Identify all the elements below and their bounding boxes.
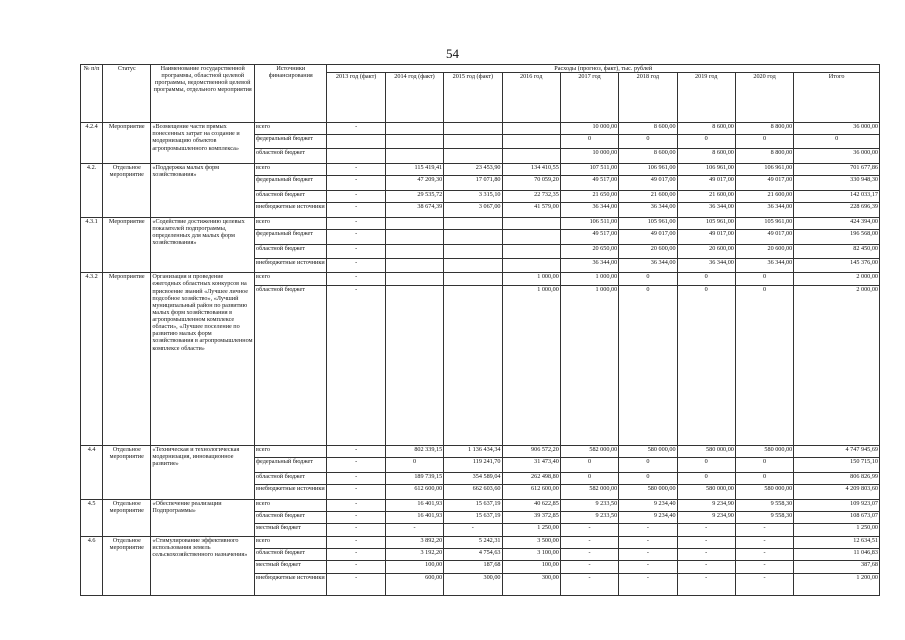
value-cell: 189 739,15 — [385, 472, 443, 484]
value-cell — [385, 148, 443, 163]
value-cell: 108 673,07 — [794, 512, 880, 524]
value-cell: 105 961,00 — [735, 217, 793, 229]
row-status: Отдельное мероприятие — [103, 499, 151, 536]
value-cell: 49 017,00 — [735, 176, 793, 191]
value-cell: 36 000,00 — [794, 148, 880, 163]
value-cell: 106 961,00 — [619, 163, 677, 175]
value-cell: 8 800,00 — [735, 148, 793, 163]
value-cell: - — [560, 524, 618, 536]
value-cell: 0 — [619, 273, 677, 285]
value-cell — [444, 244, 502, 258]
value-cell: 145 376,00 — [794, 258, 880, 273]
value-cell: - — [327, 190, 385, 202]
value-cell: - — [327, 176, 385, 191]
value-cell: 100,00 — [502, 561, 560, 573]
page-number: 54 — [446, 46, 459, 61]
header-year: 2020 год — [735, 73, 793, 123]
value-cell: 262 498,80 — [502, 472, 560, 484]
row-source: внебюджетные источники — [255, 203, 327, 218]
row-status: Отдельное мероприятие — [103, 536, 151, 595]
row-status: Отдельное мероприятие — [103, 163, 151, 217]
value-cell — [444, 273, 502, 285]
value-cell: 580 000,00 — [619, 445, 677, 457]
value-cell: 1 250,00 — [502, 524, 560, 536]
row-source: областной бюджет — [255, 472, 327, 484]
value-cell: 10 000,00 — [560, 148, 618, 163]
value-cell: 8 600,00 — [677, 148, 735, 163]
value-cell: 424 394,00 — [794, 217, 880, 229]
value-cell: - — [327, 203, 385, 218]
budget-table — [80, 64, 880, 596]
value-cell: 8 600,00 — [619, 123, 677, 135]
value-cell: - — [327, 273, 385, 285]
value-cell: 0 — [619, 135, 677, 149]
value-cell: 0 — [560, 457, 618, 472]
header-year: 2014 год (факт) — [385, 73, 443, 123]
row-name: Организация и проведение ежегодных областных конкурсов на присвоение званий «Лучшее личное подсобное хозяйство», «Лучший муниципальный район по развитию малых форм хозяйствования в агропромышленном комплексе области», «Лучшее поселение по развитию малых форм хозяйствования в агропромышленном комплексе области» — [151, 273, 255, 445]
value-cell: 49 017,00 — [619, 176, 677, 191]
value-cell: 21 600,00 — [735, 190, 793, 202]
value-cell: 21 600,00 — [677, 190, 735, 202]
value-cell: 36 344,00 — [735, 203, 793, 218]
row-source: областной бюджет — [255, 285, 327, 445]
value-cell — [385, 123, 443, 135]
row-source: федеральный бюджет — [255, 230, 327, 245]
value-cell: 9 558,30 — [735, 512, 793, 524]
value-cell: - — [327, 573, 385, 595]
value-cell: - — [327, 445, 385, 457]
header-total: Итого — [794, 73, 880, 123]
value-cell: 105 961,00 — [677, 217, 735, 229]
value-cell: 39 372,85 — [502, 512, 560, 524]
value-cell: - — [560, 536, 618, 548]
value-cell: - — [327, 536, 385, 548]
value-cell: 580 000,00 — [677, 445, 735, 457]
row-name: «Обеспечение реализации Подпрограммы» — [151, 499, 255, 536]
value-cell: 106 961,00 — [735, 163, 793, 175]
value-cell: 16 401,93 — [385, 499, 443, 511]
value-cell: 9 234,90 — [677, 499, 735, 511]
value-cell: 612 600,00 — [502, 485, 560, 500]
value-cell: 49 017,00 — [677, 176, 735, 191]
value-cell: 228 696,39 — [794, 203, 880, 218]
table-row — [81, 217, 880, 229]
row-source: всего — [255, 499, 327, 511]
value-cell: 3 192,20 — [385, 549, 443, 561]
value-cell: 49 517,00 — [560, 176, 618, 191]
value-cell: 106 961,00 — [677, 163, 735, 175]
value-cell: 9 233,50 — [560, 499, 618, 511]
value-cell: 300,00 — [444, 573, 502, 595]
value-cell: 82 450,00 — [794, 244, 880, 258]
row-number: 4.2.4 — [81, 123, 103, 164]
value-cell: - — [735, 573, 793, 595]
value-cell: 49 017,00 — [735, 230, 793, 245]
row-number: 4.3.2 — [81, 273, 103, 445]
value-cell: 20 600,00 — [677, 244, 735, 258]
value-cell: 582 000,00 — [560, 485, 618, 500]
value-cell: 49 517,00 — [560, 230, 618, 245]
value-cell: - — [327, 485, 385, 500]
value-cell: - — [677, 561, 735, 573]
value-cell: 806 826,99 — [794, 472, 880, 484]
table-row — [81, 163, 880, 175]
table-row — [81, 536, 880, 548]
header-status: Статус — [103, 65, 151, 123]
value-cell: - — [327, 123, 385, 135]
value-cell: - — [677, 549, 735, 561]
value-cell: 580 000,00 — [735, 445, 793, 457]
value-cell: 3 067,00 — [444, 203, 502, 218]
value-cell: 0 — [735, 472, 793, 484]
value-cell: - — [327, 258, 385, 273]
table-row — [81, 273, 880, 285]
value-cell — [444, 258, 502, 273]
value-cell: - — [735, 561, 793, 573]
value-cell: 36 344,00 — [677, 203, 735, 218]
value-cell: 580 000,00 — [735, 485, 793, 500]
value-cell: 107 511,00 — [560, 163, 618, 175]
value-cell: 4 754,63 — [444, 549, 502, 561]
row-status: Мероприятие — [103, 217, 151, 272]
row-number: 4.3.1 — [81, 217, 103, 272]
row-number: 4.4 — [81, 445, 103, 499]
value-cell: 0 — [735, 285, 793, 445]
row-source: федеральный бюджет — [255, 457, 327, 472]
value-cell: - — [327, 512, 385, 524]
value-cell: 47 209,30 — [385, 176, 443, 191]
value-cell: - — [327, 244, 385, 258]
value-cell: 580 000,00 — [677, 485, 735, 500]
value-cell: 10 000,00 — [560, 123, 618, 135]
value-cell: 36 344,00 — [735, 258, 793, 273]
value-cell — [444, 217, 502, 229]
row-source: всего — [255, 217, 327, 229]
value-cell: 0 — [735, 273, 793, 285]
value-cell: 11 046,83 — [794, 549, 880, 561]
row-name: «Содействие достижению целевых показателей подпрограммы, определенных для малых форм хозяйствования» — [151, 217, 255, 272]
value-cell: 8 600,00 — [677, 123, 735, 135]
value-cell — [385, 285, 443, 445]
value-cell: 40 622,85 — [502, 499, 560, 511]
value-cell: - — [327, 230, 385, 245]
row-source: внебюджетные источники — [255, 573, 327, 595]
row-name: «Техническая и технологическая модернизация, инновационное развитие» — [151, 445, 255, 499]
value-cell — [385, 135, 443, 149]
value-cell: - — [677, 524, 735, 536]
value-cell: 4 209 803,60 — [794, 485, 880, 500]
value-cell: - — [735, 524, 793, 536]
value-cell: 0 — [677, 472, 735, 484]
value-cell: 0 — [735, 135, 793, 149]
table-row — [81, 123, 880, 135]
row-source: областной бюджет — [255, 148, 327, 163]
value-cell: 150 715,10 — [794, 457, 880, 472]
value-cell: 1 000,00 — [560, 273, 618, 285]
value-cell: - — [327, 549, 385, 561]
header-year: 2013 год (факт) — [327, 73, 385, 123]
row-source: федеральный бюджет — [255, 176, 327, 191]
value-cell: 187,68 — [444, 561, 502, 573]
value-cell: 36 344,00 — [560, 258, 618, 273]
row-source: всего — [255, 445, 327, 457]
value-cell: - — [327, 561, 385, 573]
value-cell: - — [677, 536, 735, 548]
value-cell: 0 — [560, 472, 618, 484]
value-cell — [444, 148, 502, 163]
value-cell: 16 401,93 — [385, 512, 443, 524]
value-cell: 9 234,40 — [619, 512, 677, 524]
value-cell: 142 033,17 — [794, 190, 880, 202]
row-name: «Возмещение части прямых понесенных затрат на создание и модернизацию объектов агропромышленного комплекса» — [151, 123, 255, 164]
value-cell: 31 473,40 — [502, 457, 560, 472]
value-cell: 9 234,40 — [619, 499, 677, 511]
row-status: Мероприятие — [103, 123, 151, 164]
value-cell: 20 600,00 — [619, 244, 677, 258]
value-cell: 3 315,10 — [444, 190, 502, 202]
row-name: «Стимулирование эффективного использования земель сельскохозяйственного назначения» — [151, 536, 255, 595]
row-source: всего — [255, 273, 327, 285]
row-source: местный бюджет — [255, 524, 327, 536]
value-cell — [385, 258, 443, 273]
value-cell: 1 250,00 — [794, 524, 880, 536]
value-cell — [444, 123, 502, 135]
value-cell: 0 — [619, 457, 677, 472]
value-cell — [502, 258, 560, 273]
value-cell: 9 233,50 — [560, 512, 618, 524]
value-cell: 0 — [677, 135, 735, 149]
value-cell — [502, 135, 560, 149]
value-cell — [502, 230, 560, 245]
value-cell: 41 579,00 — [502, 203, 560, 218]
value-cell: - — [560, 549, 618, 561]
value-cell: 8 800,00 — [735, 123, 793, 135]
value-cell: 36 344,00 — [560, 203, 618, 218]
value-cell: 20 650,00 — [560, 244, 618, 258]
value-cell: - — [619, 536, 677, 548]
value-cell: - — [619, 524, 677, 536]
row-source: местный бюджет — [255, 561, 327, 573]
value-cell — [502, 244, 560, 258]
value-cell: 1 000,00 — [502, 285, 560, 445]
value-cell: 8 600,00 — [619, 148, 677, 163]
value-cell: 1 200,00 — [794, 573, 880, 595]
value-cell: - — [619, 573, 677, 595]
header-year: 2016 год — [502, 73, 560, 123]
value-cell: - — [619, 549, 677, 561]
value-cell: 9 558,30 — [735, 499, 793, 511]
header-source: Источники финансирования — [255, 65, 327, 123]
value-cell: - — [327, 524, 385, 536]
value-cell: - — [327, 472, 385, 484]
value-cell: 36 344,00 — [619, 258, 677, 273]
value-cell: - — [385, 524, 443, 536]
row-number: 4.5 — [81, 499, 103, 536]
value-cell — [502, 217, 560, 229]
value-cell: 17 071,80 — [444, 176, 502, 191]
value-cell: 0 — [794, 135, 880, 149]
value-cell: 802 339,15 — [385, 445, 443, 457]
value-cell: - — [735, 536, 793, 548]
value-cell: 600,00 — [385, 573, 443, 595]
table-row — [81, 499, 880, 511]
value-cell: 100,00 — [385, 561, 443, 573]
value-cell: 300,00 — [502, 573, 560, 595]
row-source: федеральный бюджет — [255, 135, 327, 149]
value-cell: 49 017,00 — [619, 230, 677, 245]
value-cell: 1 000,00 — [560, 285, 618, 445]
value-cell — [385, 244, 443, 258]
value-cell: 0 — [677, 457, 735, 472]
value-cell: 3 500,00 — [502, 536, 560, 548]
value-cell: 5 242,31 — [444, 536, 502, 548]
row-source: областной бюджет — [255, 244, 327, 258]
value-cell: 2 000,00 — [794, 285, 880, 445]
value-cell: 4 747 945,69 — [794, 445, 880, 457]
value-cell: 109 923,07 — [794, 499, 880, 511]
value-cell: 0 — [677, 273, 735, 285]
value-cell: 330 948,30 — [794, 176, 880, 191]
value-cell: 105 961,00 — [619, 217, 677, 229]
header-year: 2017 год — [560, 73, 618, 123]
value-cell: 38 674,39 — [385, 203, 443, 218]
value-cell: 906 572,20 — [502, 445, 560, 457]
value-cell: 70 059,20 — [502, 176, 560, 191]
value-cell: 1 000,00 — [502, 273, 560, 285]
value-cell: - — [560, 573, 618, 595]
value-cell: - — [327, 217, 385, 229]
row-source: областной бюджет — [255, 190, 327, 202]
value-cell: - — [327, 499, 385, 511]
row-name: «Поддержка малых форм хозяйствования» — [151, 163, 255, 217]
value-cell — [385, 273, 443, 285]
value-cell: 15 637,19 — [444, 499, 502, 511]
value-cell — [385, 217, 443, 229]
value-cell: - — [444, 524, 502, 536]
row-source: областной бюджет — [255, 512, 327, 524]
value-cell — [327, 135, 385, 149]
value-cell: 0 — [385, 457, 443, 472]
value-cell — [502, 123, 560, 135]
header-year: 2019 год — [677, 73, 735, 123]
value-cell: 662 603,60 — [444, 485, 502, 500]
table-body — [81, 123, 880, 596]
value-cell: 20 600,00 — [735, 244, 793, 258]
row-number: 4.6 — [81, 536, 103, 595]
value-cell: - — [327, 457, 385, 472]
row-status: Отдельное мероприятие — [103, 445, 151, 499]
value-cell: 36 344,00 — [677, 258, 735, 273]
value-cell: 0 — [677, 285, 735, 445]
value-cell: 354 589,04 — [444, 472, 502, 484]
value-cell: - — [735, 549, 793, 561]
value-cell: 0 — [619, 472, 677, 484]
value-cell: 23 453,90 — [444, 163, 502, 175]
value-cell: 0 — [560, 135, 618, 149]
value-cell: - — [560, 561, 618, 573]
value-cell: 196 568,00 — [794, 230, 880, 245]
value-cell: 36 344,00 — [619, 203, 677, 218]
value-cell — [444, 135, 502, 149]
value-cell: 21 600,00 — [619, 190, 677, 202]
value-cell — [327, 148, 385, 163]
value-cell: 49 017,00 — [677, 230, 735, 245]
value-cell: 36 000,00 — [794, 123, 880, 135]
value-cell: 387,68 — [794, 561, 880, 573]
value-cell: 701 677,86 — [794, 163, 880, 175]
value-cell — [502, 148, 560, 163]
value-cell: - — [327, 163, 385, 175]
row-source: всего — [255, 123, 327, 135]
value-cell: 29 535,72 — [385, 190, 443, 202]
value-cell — [385, 230, 443, 245]
header-name: Наименование государственной программы, областной целевой программы, ведомственной целевой программы, отдельного мероприятия — [151, 65, 255, 123]
row-status: Мероприятие — [103, 273, 151, 445]
header-year: 2015 год (факт) — [444, 73, 502, 123]
value-cell: 580 000,00 — [619, 485, 677, 500]
value-cell: 2 000,00 — [794, 273, 880, 285]
value-cell: - — [677, 573, 735, 595]
value-cell — [444, 230, 502, 245]
header-year: 2018 год — [619, 73, 677, 123]
value-cell: 115 419,41 — [385, 163, 443, 175]
value-cell: 21 650,00 — [560, 190, 618, 202]
value-cell — [444, 285, 502, 445]
value-cell: 0 — [735, 457, 793, 472]
value-cell: 134 410,55 — [502, 163, 560, 175]
value-cell: 582 000,00 — [560, 445, 618, 457]
value-cell: 9 234,90 — [677, 512, 735, 524]
value-cell: 612 600,00 — [385, 485, 443, 500]
header-no: № п/п — [81, 65, 103, 123]
value-cell: 3 892,20 — [385, 536, 443, 548]
value-cell: - — [619, 561, 677, 573]
value-cell: 0 — [619, 285, 677, 445]
value-cell: 22 732,35 — [502, 190, 560, 202]
row-number: 4.2. — [81, 163, 103, 217]
row-source: областной бюджет — [255, 549, 327, 561]
row-source: внебюджетные источники — [255, 485, 327, 500]
header-expenses: Расходы (прогноз, факт), тыс. рублей — [327, 65, 880, 73]
value-cell: 3 100,00 — [502, 549, 560, 561]
value-cell: 15 637,19 — [444, 512, 502, 524]
table-row — [81, 445, 880, 457]
value-cell: 1 136 434,34 — [444, 445, 502, 457]
row-source: всего — [255, 163, 327, 175]
value-cell: - — [327, 285, 385, 445]
row-source: внебюджетные источники — [255, 258, 327, 273]
value-cell: 119 241,70 — [444, 457, 502, 472]
row-source: всего — [255, 536, 327, 548]
value-cell: 106 511,00 — [560, 217, 618, 229]
value-cell: 12 634,51 — [794, 536, 880, 548]
